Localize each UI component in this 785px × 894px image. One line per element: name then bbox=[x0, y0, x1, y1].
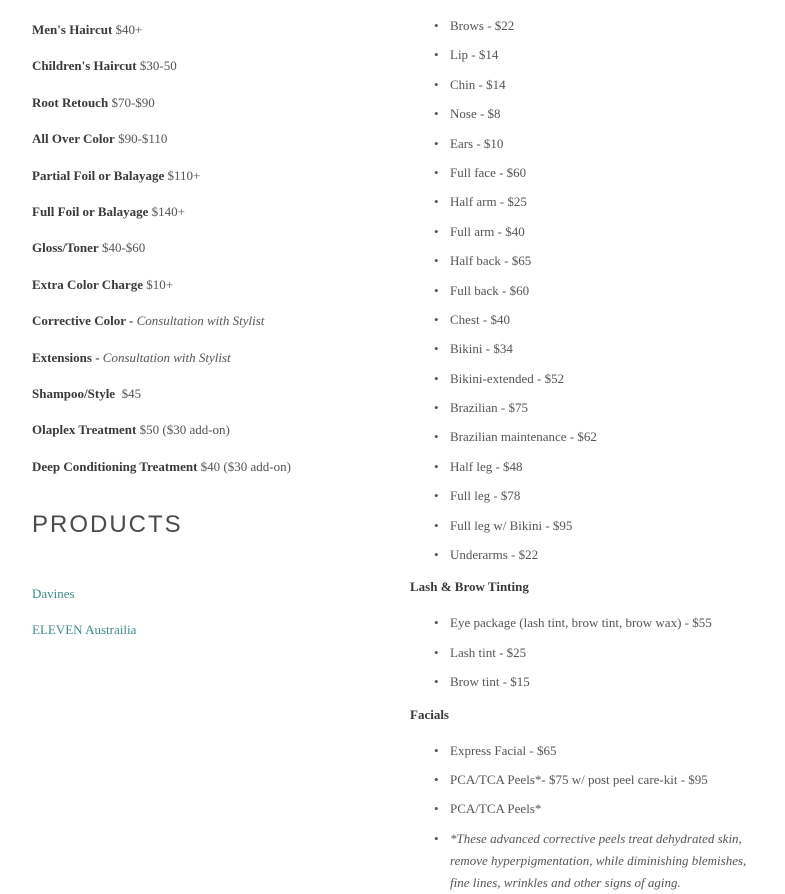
service-price: $40-$60 bbox=[101, 240, 146, 256]
service-row bbox=[32, 418, 392, 454]
list-item: • Full leg w/ Bikini - $95 bbox=[434, 517, 573, 533]
list-item: • Lash tint - $25 bbox=[434, 644, 527, 660]
service-price: $30-50 bbox=[139, 58, 177, 74]
list-item: • Chin - $14 bbox=[434, 76, 506, 92]
right-column bbox=[410, 0, 770, 894]
service-name: Men's Haircut bbox=[32, 22, 113, 37]
products-heading: PRODUCTS bbox=[32, 511, 183, 538]
service-row bbox=[32, 382, 392, 418]
service-row bbox=[32, 18, 392, 54]
list-item: • Half arm - $25 bbox=[434, 194, 527, 210]
service-price: $40 ($30 add-on) bbox=[200, 458, 291, 474]
service-price: $45 bbox=[118, 385, 142, 401]
service-name: Full Foil or Balayage bbox=[32, 203, 149, 219]
service-note: Consultation with Stylist bbox=[102, 349, 231, 365]
service-row bbox=[32, 127, 392, 163]
product-link-eleven-australia[interactable]: ELEVEN Austrailia bbox=[32, 622, 137, 637]
lash-brow-heading: Lash & Brow Tinting bbox=[410, 579, 529, 595]
service-name: Root Retouch bbox=[32, 94, 109, 110]
service-price: $70-$90 bbox=[111, 94, 155, 110]
list-item: • Chest - $40 bbox=[434, 311, 510, 327]
service-name: All Over Color bbox=[32, 131, 115, 147]
service-name: Extensions - bbox=[32, 349, 100, 365]
service-name: Extra Color Charge bbox=[32, 276, 143, 292]
service-name: Corrective Color - bbox=[32, 313, 134, 329]
facials-heading: Facials bbox=[410, 706, 449, 722]
list-item: • Full back - $60 bbox=[434, 282, 530, 298]
service-price: $40+ bbox=[115, 22, 143, 37]
service-price: $90-$110 bbox=[118, 131, 168, 147]
list-item: • PCA/TCA Peels* bbox=[434, 801, 542, 817]
list-item: • Underarms - $22 bbox=[434, 547, 539, 563]
facials-list bbox=[410, 740, 770, 894]
service-row bbox=[32, 455, 392, 491]
service-name: Children's Haircut bbox=[32, 58, 137, 74]
list-item: • Nose - $8 bbox=[434, 106, 501, 122]
list-item: • Full leg - $78 bbox=[434, 488, 521, 504]
hair-services-list bbox=[32, 18, 392, 491]
list-item: • Ears - $10 bbox=[434, 135, 504, 151]
list-item: • PCA/TCA Peels*- $75 w/ post peel care-kit - $95 bbox=[434, 771, 708, 787]
service-name: Partial Foil or Balayage bbox=[32, 167, 165, 183]
service-name: Shampoo/Style bbox=[32, 385, 116, 401]
service-price: $110+ bbox=[167, 167, 201, 183]
service-row bbox=[32, 236, 392, 272]
list-item: • Full face - $60 bbox=[434, 164, 527, 180]
list-item: • Half back - $65 bbox=[434, 253, 532, 269]
service-name: Olaplex Treatment bbox=[32, 422, 137, 438]
waxing-list bbox=[410, 15, 770, 573]
list-item: • Brazilian - $75 bbox=[434, 400, 528, 416]
service-name: Deep Conditioning Treatment bbox=[32, 458, 198, 474]
service-note: Consultation with Stylist bbox=[136, 313, 265, 329]
lash-brow-list bbox=[410, 612, 770, 700]
product-link-davines[interactable]: Davines bbox=[32, 586, 75, 601]
service-row bbox=[32, 346, 392, 382]
service-row bbox=[32, 91, 392, 127]
list-item: • Bikini-extended - $52 bbox=[434, 370, 565, 386]
service-row bbox=[32, 164, 392, 200]
list-item: • Full arm - $40 bbox=[434, 223, 525, 239]
list-item: • Half leg - $48 bbox=[434, 458, 523, 474]
list-item: • Brow tint - $15 bbox=[434, 674, 530, 690]
service-row bbox=[32, 54, 392, 90]
service-row bbox=[32, 309, 392, 345]
list-item: • Brazilian maintenance - $62 bbox=[434, 429, 597, 445]
list-item: • Bikini - $34 bbox=[434, 341, 513, 357]
list-item: • Lip - $14 bbox=[434, 47, 499, 63]
service-price: $10+ bbox=[146, 276, 174, 292]
list-item: • Eye package (lash tint, brow tint, brow wax) - $55 bbox=[434, 615, 712, 631]
service-price: $140+ bbox=[151, 203, 185, 219]
list-item: • Brows - $22 bbox=[434, 18, 515, 33]
service-row bbox=[32, 200, 392, 236]
list-item: • Express Facial - $65 bbox=[434, 742, 557, 758]
facials-note: • *These advanced corrective peels treat dehydrated skin, remove hyperpigmentation, while diminishing blemishes, fine lines, wrinkles and other signs of aging. bbox=[434, 830, 747, 890]
service-name: Gloss/Toner bbox=[32, 240, 99, 256]
service-price: $50 ($30 add-on) bbox=[139, 422, 230, 438]
service-row bbox=[32, 273, 392, 309]
